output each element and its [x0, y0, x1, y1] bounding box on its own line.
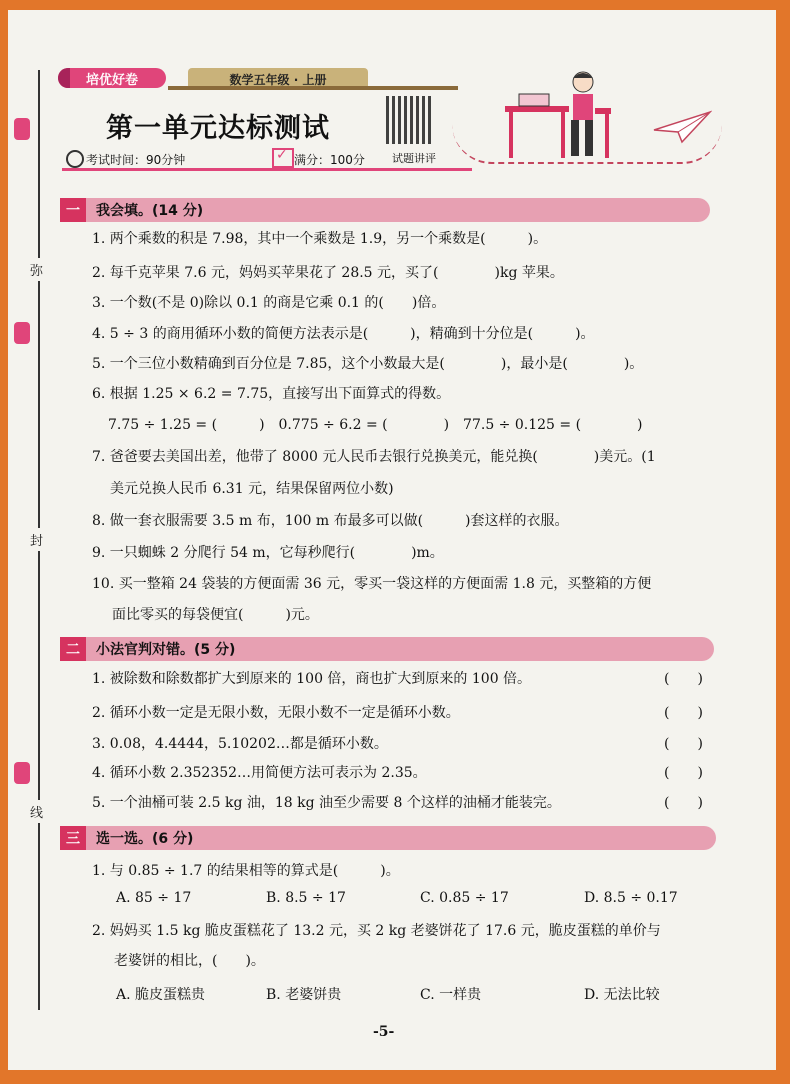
exam-time: 考试时间：90分钟 — [86, 153, 186, 167]
section-label: 我会填。(14 分) — [96, 203, 204, 219]
full-score: 满分：100分 — [294, 153, 365, 167]
section-number: 一 — [60, 198, 86, 222]
section-label: 小法官判对错。(5 分) — [96, 642, 236, 658]
question: 9. 一只蜘蛛 2 分爬行 54 m，它每秒爬行( )m。 — [92, 545, 444, 561]
section-number: 三 — [60, 826, 86, 850]
series-badge: 培优好卷 — [58, 68, 166, 88]
binding-char: 封 — [30, 528, 43, 551]
answer-blank[interactable]: ( ) — [664, 705, 703, 721]
binding-marker — [14, 762, 30, 784]
header-underline — [62, 168, 472, 171]
answer-blank[interactable]: ( ) — [664, 795, 703, 811]
binding-marker — [14, 322, 30, 344]
question: 5. 一个三位小数精确到百分位是 7.85，这个小数最大是( )，最小是( )。 — [92, 356, 644, 372]
choice-option[interactable]: B. 老婆饼贵 — [266, 987, 342, 1003]
qr-label: 试题讲评 — [392, 152, 436, 165]
answer-blank[interactable]: ( ) — [664, 765, 703, 781]
question: 1. 两个乘数的积是 7.98，其中一个乘数是 1.9，另一个乘数是( )。 — [92, 231, 548, 247]
choice-option[interactable]: D. 8.5 ÷ 0.17 — [584, 890, 678, 906]
choice-question: 2. 妈妈买 1.5 kg 脆皮蛋糕花了 13.2 元，买 2 kg 老婆饼花了 17.6 元，脆皮蛋糕的单价与 — [92, 923, 661, 939]
clock-icon — [66, 150, 84, 168]
section-2-header — [60, 637, 714, 661]
binding-marker — [14, 118, 30, 140]
question-continued: 美元兑换人民币 6.31 元，结果保留两位小数) — [110, 481, 394, 497]
question: 3. 一个数(不是 0)除以 0.1 的商是它乘 0.1 的( )倍。 — [92, 295, 446, 311]
question: 8. 做一套衣服需要 3.5 m 布，100 m 布最多可以做( )套这样的衣服。 — [92, 513, 569, 529]
question: 7. 爸爸要去美国出差，他带了 8000 元人民币去银行兑换美元，能兑换( )美元。(1 — [92, 449, 656, 465]
page-number: -5- — [373, 1024, 395, 1040]
question: 10. 买一整箱 24 袋装的方便面需 36 元，零买一袋这样的方便面需 1.8 元，买整箱的方便 — [92, 576, 652, 592]
choice-question-continued: 老婆饼的相比，( )。 — [114, 953, 265, 969]
student-at-desk-illustration — [505, 68, 615, 160]
true-false-statement: 3. 0.08，4.4444，5.10202…都是循环小数。 — [92, 736, 388, 752]
grade-tab: 数学五年级 · 上册 — [188, 68, 368, 90]
choice-option[interactable]: C. 0.85 ÷ 17 — [420, 890, 509, 906]
choice-option[interactable]: B. 8.5 ÷ 17 — [266, 890, 346, 906]
section-number: 二 — [60, 637, 86, 661]
true-false-statement: 1. 被除数和除数都扩大到原来的 100 倍，商也扩大到原来的 100 倍。 — [92, 671, 532, 687]
answer-blank[interactable]: ( ) — [664, 736, 703, 752]
question: 4. 5 ÷ 3 的商用循环小数的简便方法表示是( )，精确到十分位是( )。 — [92, 326, 595, 342]
paper-plane-icon — [652, 110, 712, 144]
header-rule — [168, 86, 458, 90]
choice-option[interactable]: D. 无法比较 — [584, 987, 660, 1003]
binding-char: 线 — [30, 800, 43, 823]
question-continued: 面比零买的每袋便宜( )元。 — [112, 607, 319, 623]
qr-code-icon — [386, 96, 434, 144]
question: 6. 根据 1.25 × 6.2 = 7.75，直接写出下面算式的得数。 — [92, 386, 451, 402]
question: 2. 每千克苹果 7.6 元，妈妈买苹果花了 28.5 元，买了( )kg 苹果。 — [92, 265, 564, 281]
true-false-statement: 2. 循环小数一定是无限小数，无限小数不一定是循环小数。 — [92, 705, 460, 721]
section-1-header — [60, 198, 710, 222]
check-icon: ✓ — [276, 147, 288, 163]
answer-blank[interactable]: ( ) — [664, 671, 703, 687]
page-title: 第一单元达标测试 — [106, 113, 330, 144]
binding-char: 弥 — [30, 258, 43, 281]
choice-option[interactable]: C. 一样贵 — [420, 987, 482, 1003]
choice-option[interactable]: A. 85 ÷ 17 — [116, 890, 192, 906]
true-false-statement: 4. 循环小数 2.352352…用简便方法可表示为 2.35。 — [92, 765, 427, 781]
choice-question: 1. 与 0.85 ÷ 1.7 的结果相等的算式是( )。 — [92, 863, 400, 879]
choice-option[interactable]: A. 脆皮蛋糕贵 — [116, 987, 206, 1003]
section-label: 选一选。(6 分) — [96, 831, 194, 847]
question-subitems: 7.75 ÷ 1.25 = ( ) 0.775 ÷ 6.2 = ( ) 77.5 ÷ 0.125 = ( ) — [108, 417, 643, 433]
section-3-header — [60, 826, 716, 850]
true-false-statement: 5. 一个油桶可装 2.5 kg 油，18 kg 油至少需要 8 个这样的油桶才能装完。 — [92, 795, 561, 811]
